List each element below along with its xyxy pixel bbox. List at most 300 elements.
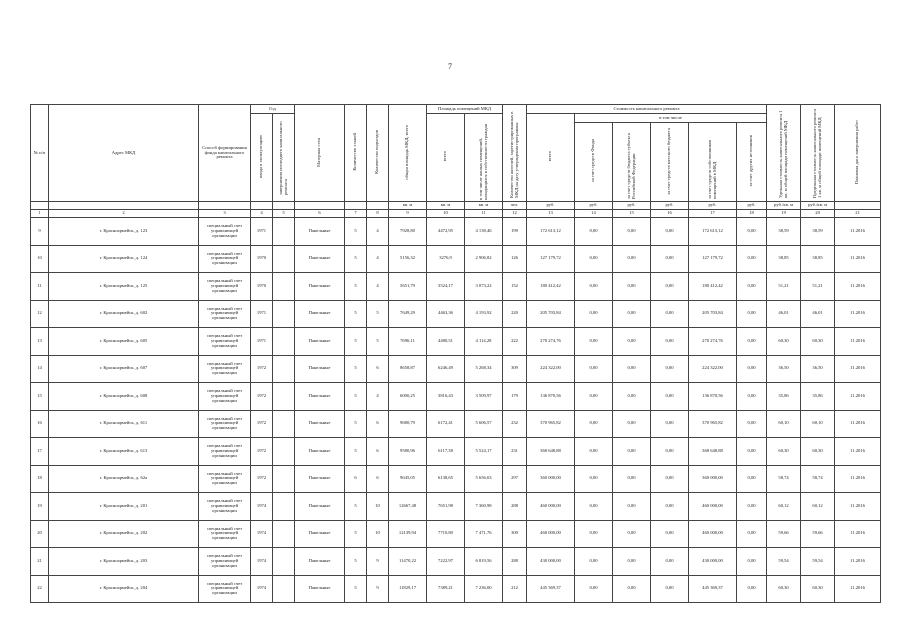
cell-dl: 11.2016 (835, 245, 881, 273)
cell-ta: 12139,94 (389, 520, 427, 548)
cell-aa: 6138,65 (427, 465, 465, 493)
cell-co: 445 369,37 (689, 575, 737, 603)
cell-yr (273, 218, 295, 246)
cell-cb: 0,00 (613, 548, 651, 576)
column-number-cell: 7 (345, 210, 367, 218)
column-number-cell: 1 (31, 210, 49, 218)
cell-cb: 0,00 (613, 218, 651, 246)
cell-mc: 38,85 (801, 245, 835, 273)
cell-cx: 0,00 (737, 520, 767, 548)
cell-addr: г. Красноармейск, д. 605 (49, 328, 199, 356)
cell-n: 19 (31, 493, 49, 521)
cell-en: 4 (367, 245, 389, 273)
cell-cb: 0,00 (613, 328, 651, 356)
repair-program-table (30, 104, 881, 603)
unit-cell (273, 202, 295, 210)
column-number-cell: 14 (575, 210, 613, 218)
cell-cx: 0,00 (737, 438, 767, 466)
cell-uc: 36,50 (767, 355, 801, 383)
cell-cf: 0,00 (575, 300, 613, 328)
column-number-cell: 8 (367, 210, 389, 218)
cell-uc: 38,85 (767, 245, 801, 273)
cell-en: 6 (367, 438, 389, 466)
cell-n: 14 (31, 355, 49, 383)
cell-yr (273, 548, 295, 576)
cell-fund: специальный счет управляющей организации (199, 548, 251, 576)
table-row (31, 548, 881, 576)
cell-yb: 1971 (251, 218, 273, 246)
cell-cf: 0,00 (575, 575, 613, 603)
cell-yr (273, 355, 295, 383)
column-number-cell: 6 (295, 210, 345, 218)
header-address: Адрес МКД (49, 105, 199, 202)
cell-addr: г. Красноармейск, д. 602 (49, 300, 199, 328)
cell-cb: 0,00 (613, 245, 651, 273)
cell-fund: специальный счет управляющей организации (199, 575, 251, 603)
cell-co: 360 000,00 (689, 465, 737, 493)
column-number-cell: 2 (49, 210, 199, 218)
cell-ca: 172 613,12 (527, 218, 575, 246)
cell-co: 370 965,82 (689, 410, 737, 438)
cell-cb: 0,00 (613, 575, 651, 603)
cell-yr (273, 273, 295, 301)
header-year: Год (251, 105, 295, 114)
header-entrances: Количество подъездов (367, 105, 389, 202)
cell-addr: г. Красноармейск, д. 123 (49, 218, 199, 246)
cell-ca: 205 703,84 (527, 300, 575, 328)
unit-cell (295, 202, 345, 210)
cell-ca: 368 648,88 (527, 438, 575, 466)
column-number-cell: 20 (801, 210, 835, 218)
cell-co: 460 000,00 (689, 520, 737, 548)
cell-en: 6 (367, 410, 389, 438)
header-total-area: общая площадь МКД, всего (389, 105, 427, 202)
cell-addr: г. Красноармейск, д. 613 (49, 438, 199, 466)
cell-n: 9 (31, 218, 49, 246)
cell-res: 297 (503, 465, 527, 493)
cell-fund: специальный счет управляющей организации (199, 328, 251, 356)
cell-mat: Панельные (295, 383, 345, 411)
cell-mat: Панельные (295, 520, 345, 548)
table-row (31, 410, 881, 438)
cell-yb: 1972 (251, 410, 273, 438)
cell-uc: 58,74 (767, 465, 801, 493)
cell-dl: 11.2016 (835, 493, 881, 521)
cell-ar: 2 906,82 (465, 245, 503, 273)
column-number-cell: 21 (835, 210, 881, 218)
cell-n: 12 (31, 300, 49, 328)
cell-ar: 7 360,98 (465, 493, 503, 521)
cell-mat: Панельные (295, 438, 345, 466)
cell-cl: 0,00 (651, 355, 689, 383)
cell-fl: 5 (345, 328, 367, 356)
cell-ta: 9645,05 (389, 465, 427, 493)
cell-ta: 6000,25 (389, 383, 427, 411)
cell-ar: 3 509,97 (465, 383, 503, 411)
cell-yr (273, 383, 295, 411)
cell-mat: Панельные (295, 575, 345, 603)
cell-mat: Панельные (295, 218, 345, 246)
cell-aa: 7651,98 (427, 493, 465, 521)
cell-aa: 4472,95 (427, 218, 465, 246)
cell-uc: 35,86 (767, 383, 801, 411)
header-cost-local: за счет средств местного бюджета (651, 123, 689, 202)
table-header (31, 105, 881, 218)
table-row (31, 520, 881, 548)
cell-ta: 7928,80 (389, 218, 427, 246)
header-year-last-repair: завершения последнего капитального ремонта (273, 114, 295, 202)
cell-aa: 7710,80 (427, 520, 465, 548)
cell-res: 222 (503, 328, 527, 356)
cell-ta: 9580,96 (389, 438, 427, 466)
cell-ar: 3 073,22 (465, 273, 503, 301)
unit-cell (345, 202, 367, 210)
column-number-cell: 11 (465, 210, 503, 218)
cell-cx: 0,00 (737, 575, 767, 603)
cell-aa: 4463,36 (427, 300, 465, 328)
cell-fl: 5 (345, 218, 367, 246)
cell-co: 270 274,76 (689, 328, 737, 356)
cell-fl: 5 (345, 548, 367, 576)
unit-cell (367, 202, 389, 210)
table-row (31, 218, 881, 246)
cell-mc: 51,21 (801, 273, 835, 301)
cell-fl: 5 (345, 520, 367, 548)
unit-cell: руб. (613, 202, 651, 210)
cell-aa: 3276,9 (427, 245, 465, 273)
cell-cf: 0,00 (575, 245, 613, 273)
cell-aa: 6117,38 (427, 438, 465, 466)
cell-cx: 0,00 (737, 300, 767, 328)
cell-mat: Панельные (295, 355, 345, 383)
unit-cell: руб. (737, 202, 767, 210)
table-row (31, 465, 881, 493)
cell-fl: 6 (345, 465, 367, 493)
cell-cl: 0,00 (651, 438, 689, 466)
unit-cell (199, 202, 251, 210)
cell-ca: 430 000,00 (527, 548, 575, 576)
cell-mat: Панельные (295, 300, 345, 328)
cell-cf: 0,00 (575, 273, 613, 301)
column-number-cell: 4 (251, 210, 273, 218)
header-cost-other: за счет других источников (737, 123, 767, 202)
cell-yr (273, 520, 295, 548)
header-unit-cost: Удельная стоимость капитального ремонта 1 кв. м общей площади помещений МКД (767, 105, 801, 202)
cell-addr: г. Красноармейск, д. 608 (49, 383, 199, 411)
cell-ca: 270 274,76 (527, 328, 575, 356)
cell-ar: 4 193,92 (465, 300, 503, 328)
table-row (31, 438, 881, 466)
cell-cl: 0,00 (651, 575, 689, 603)
cell-en: 4 (367, 218, 389, 246)
cell-ca: 224 322,00 (527, 355, 575, 383)
cell-addr: г. Красноармейск, д. 202 (49, 520, 199, 548)
cell-aa: 6246,49 (427, 355, 465, 383)
cell-en: 9 (367, 548, 389, 576)
unit-cell: руб. (651, 202, 689, 210)
header-year-build: ввода в эксплуатацию (251, 114, 273, 202)
cell-fund: специальный счет управляющей организации (199, 300, 251, 328)
unit-cell: руб. (689, 202, 737, 210)
cell-dl: 11.2016 (835, 465, 881, 493)
cell-en: 4 (367, 383, 389, 411)
cell-cl: 0,00 (651, 218, 689, 246)
cell-mc: 36,50 (801, 355, 835, 383)
cell-mc: 60,30 (801, 575, 835, 603)
column-numbers-row (31, 210, 881, 218)
cell-ar: 4 138,46 (465, 218, 503, 246)
cell-co: 136 870,56 (689, 383, 737, 411)
cell-fl: 5 (345, 410, 367, 438)
cell-cb: 0,00 (613, 355, 651, 383)
cell-res: 179 (503, 383, 527, 411)
column-number-cell: 5 (273, 210, 295, 218)
cell-yb: 1970 (251, 273, 273, 301)
cell-en: 10 (367, 493, 389, 521)
cell-dl: 11.2016 (835, 520, 881, 548)
cell-ar: 5 268,34 (465, 355, 503, 383)
cell-cx: 0,00 (737, 383, 767, 411)
cell-cb: 0,00 (613, 273, 651, 301)
column-number-cell: 18 (737, 210, 767, 218)
cell-fund: специальный счет управляющей организации (199, 410, 251, 438)
header-floors: Количество этажей (345, 105, 367, 202)
cell-ta: 9680,79 (389, 410, 427, 438)
cell-ta: 7649,29 (389, 300, 427, 328)
cell-mat: Панельные (295, 245, 345, 273)
cell-aa: 7222,97 (427, 548, 465, 576)
cell-addr: г. Красноармейск, д. 204 (49, 575, 199, 603)
cell-ta: 5651,79 (389, 273, 427, 301)
cell-ar: 7 236,00 (465, 575, 503, 603)
cell-en: 6 (367, 355, 389, 383)
unit-cell (49, 202, 199, 210)
cell-fl: 5 (345, 383, 367, 411)
column-number-cell: 9 (389, 210, 427, 218)
cell-mat: Панельные (295, 465, 345, 493)
table-row (31, 328, 881, 356)
table-row (31, 575, 881, 603)
cell-cx: 0,00 (737, 465, 767, 493)
table-body (31, 218, 881, 603)
cell-res: 288 (503, 493, 527, 521)
cell-dl: 11.2016 (835, 355, 881, 383)
cell-ca: 460 000,00 (527, 520, 575, 548)
cell-yb: 1971 (251, 300, 273, 328)
cell-co: 368 648,88 (689, 438, 737, 466)
cell-addr: г. Красноармейск, д. 62а (49, 465, 199, 493)
column-number-cell: 10 (427, 210, 465, 218)
unit-cell (31, 202, 49, 210)
header-cost-group: Стоимость капитального ремонта (527, 105, 767, 114)
cell-n: 20 (31, 520, 49, 548)
cell-ta: 11470,22 (389, 548, 427, 576)
header-deadline: Плановая дата завершения работ (835, 105, 881, 202)
cell-fund: специальный счет управляющей организации (199, 273, 251, 301)
cell-cl: 0,00 (651, 493, 689, 521)
cell-mc: 59,54 (801, 548, 835, 576)
cell-cx: 0,00 (737, 548, 767, 576)
header-area-all: всего (427, 114, 465, 202)
cell-cf: 0,00 (575, 520, 613, 548)
cell-cb: 0,00 (613, 300, 651, 328)
cell-cl: 0,00 (651, 520, 689, 548)
cell-n: 13 (31, 328, 49, 356)
cell-fund: специальный счет управляющей организации (199, 465, 251, 493)
cell-aa: 3524,17 (427, 273, 465, 301)
cell-en: 5 (367, 328, 389, 356)
cell-uc: 60,10 (767, 410, 801, 438)
unit-cell: руб./кв. м (767, 202, 801, 210)
cell-uc: 60,30 (767, 328, 801, 356)
cell-fl: 5 (345, 245, 367, 273)
cell-cf: 0,00 (575, 438, 613, 466)
cell-ar: 7 471,76 (465, 520, 503, 548)
header-cost-budget-rf: за счет средств бюджета субъекта Российской Федерации (613, 123, 651, 202)
cell-mc: 60,30 (801, 328, 835, 356)
cell-cf: 0,00 (575, 218, 613, 246)
cell-ca: 136 870,56 (527, 383, 575, 411)
cell-dl: 11.2016 (835, 438, 881, 466)
cell-ta: 8658,87 (389, 355, 427, 383)
cell-n: 21 (31, 548, 49, 576)
cell-aa: 6172,41 (427, 410, 465, 438)
cell-co: 460 000,00 (689, 493, 737, 521)
cell-mat: Панельные (295, 548, 345, 576)
cell-co: 205 703,84 (689, 300, 737, 328)
table-row (31, 300, 881, 328)
cell-fl: 5 (345, 355, 367, 383)
cell-dl: 11.2016 (835, 383, 881, 411)
cell-cb: 0,00 (613, 438, 651, 466)
cell-dl: 11.2016 (835, 300, 881, 328)
header-no: № п/п (31, 105, 49, 202)
cell-fund: специальный счет управляющей организации (199, 355, 251, 383)
cell-fl: 5 (345, 493, 367, 521)
cell-ta: 7696,11 (389, 328, 427, 356)
cell-ca: 127 179,72 (527, 245, 575, 273)
cell-res: 232 (503, 410, 527, 438)
cell-fund: специальный счет управляющей организации (199, 438, 251, 466)
cell-n: 17 (31, 438, 49, 466)
cell-fund: специальный счет управляющей организации (199, 520, 251, 548)
cell-cf: 0,00 (575, 328, 613, 356)
column-number-cell: 19 (767, 210, 801, 218)
cell-yr (273, 410, 295, 438)
cell-yr (273, 328, 295, 356)
cell-addr: г. Красноармейск, д. 201 (49, 493, 199, 521)
cell-ta: 11829,17 (389, 575, 427, 603)
cell-yb: 1972 (251, 465, 273, 493)
table-row (31, 355, 881, 383)
cell-ca: 445 369,37 (527, 575, 575, 603)
column-number-cell: 15 (613, 210, 651, 218)
cell-yr (273, 575, 295, 603)
cell-cf: 0,00 (575, 493, 613, 521)
cell-co: 172 613,12 (689, 218, 737, 246)
cell-addr: г. Красноармейск, д. 125 (49, 273, 199, 301)
unit-cell (835, 202, 881, 210)
cell-co: 224 322,00 (689, 355, 737, 383)
cell-aa: 7389,21 (427, 575, 465, 603)
cell-mc: 38,59 (801, 218, 835, 246)
cell-yb: 1974 (251, 575, 273, 603)
cell-addr: г. Красноармейск, д. 611 (49, 410, 199, 438)
cell-fl: 5 (345, 575, 367, 603)
cell-mc: 60,30 (801, 438, 835, 466)
cell-n: 11 (31, 273, 49, 301)
cell-yb: 1970 (251, 245, 273, 273)
header-max-cost: Предельная стоимость капитального ремонта 1 кв. м общей площади помещений МКД (801, 105, 835, 202)
cell-yb: 1974 (251, 520, 273, 548)
cell-yb: 1971 (251, 328, 273, 356)
cell-mc: 60,12 (801, 493, 835, 521)
cell-dl: 11.2016 (835, 575, 881, 603)
page-number: 7 (448, 62, 452, 71)
cell-mc: 46,01 (801, 300, 835, 328)
column-number-cell: 16 (651, 210, 689, 218)
cell-cx: 0,00 (737, 328, 767, 356)
cell-yb: 1972 (251, 383, 273, 411)
header-area-group: Площадь помещений МКД (427, 105, 503, 114)
unit-cell: руб. (527, 202, 575, 210)
cell-n: 10 (31, 245, 49, 273)
cell-addr: г. Красноармейск, д. 124 (49, 245, 199, 273)
header-fund-method: Способ формирования фонда капитального ремонта (199, 105, 251, 202)
cell-mc: 60,10 (801, 410, 835, 438)
cell-cf: 0,00 (575, 465, 613, 493)
cell-cb: 0,00 (613, 493, 651, 521)
cell-fund: специальный счет управляющей организации (199, 218, 251, 246)
cell-n: 15 (31, 383, 49, 411)
cell-dl: 11.2016 (835, 548, 881, 576)
cell-res: 231 (503, 438, 527, 466)
cell-dl: 11.2016 (835, 218, 881, 246)
cell-res: 300 (503, 520, 527, 548)
cell-cl: 0,00 (651, 245, 689, 273)
cell-res: 126 (503, 245, 527, 273)
cell-dl: 11.2016 (835, 273, 881, 301)
cell-ta: 12667,48 (389, 493, 427, 521)
cell-aa: 4480,51 (427, 328, 465, 356)
cell-uc: 46,01 (767, 300, 801, 328)
table-row (31, 383, 881, 411)
cell-mc: 59,66 (801, 520, 835, 548)
cell-cx: 0,00 (737, 273, 767, 301)
cell-ar: 5 524,17 (465, 438, 503, 466)
cell-ar: 5 606,57 (465, 410, 503, 438)
cell-co: 127 179,72 (689, 245, 737, 273)
cell-fl: 5 (345, 438, 367, 466)
cell-cl: 0,00 (651, 548, 689, 576)
table-row (31, 245, 881, 273)
cell-cl: 0,00 (651, 328, 689, 356)
cell-cl: 0,00 (651, 410, 689, 438)
cell-en: 9 (367, 575, 389, 603)
header-incl: в том числе (575, 114, 767, 123)
header-cost-owners: за счет средств собственников помещений в МКД (689, 123, 737, 202)
cell-mat: Панельные (295, 493, 345, 521)
cell-aa: 3816,43 (427, 383, 465, 411)
cell-ta: 5156,32 (389, 245, 427, 273)
cell-ca: 360 000,00 (527, 465, 575, 493)
cell-en: 5 (367, 300, 389, 328)
cell-dl: 11.2016 (835, 410, 881, 438)
cell-uc: 51,21 (767, 273, 801, 301)
cell-uc: 60,30 (767, 575, 801, 603)
cell-addr: г. Красноармейск, д. 607 (49, 355, 199, 383)
cell-uc: 59,54 (767, 548, 801, 576)
